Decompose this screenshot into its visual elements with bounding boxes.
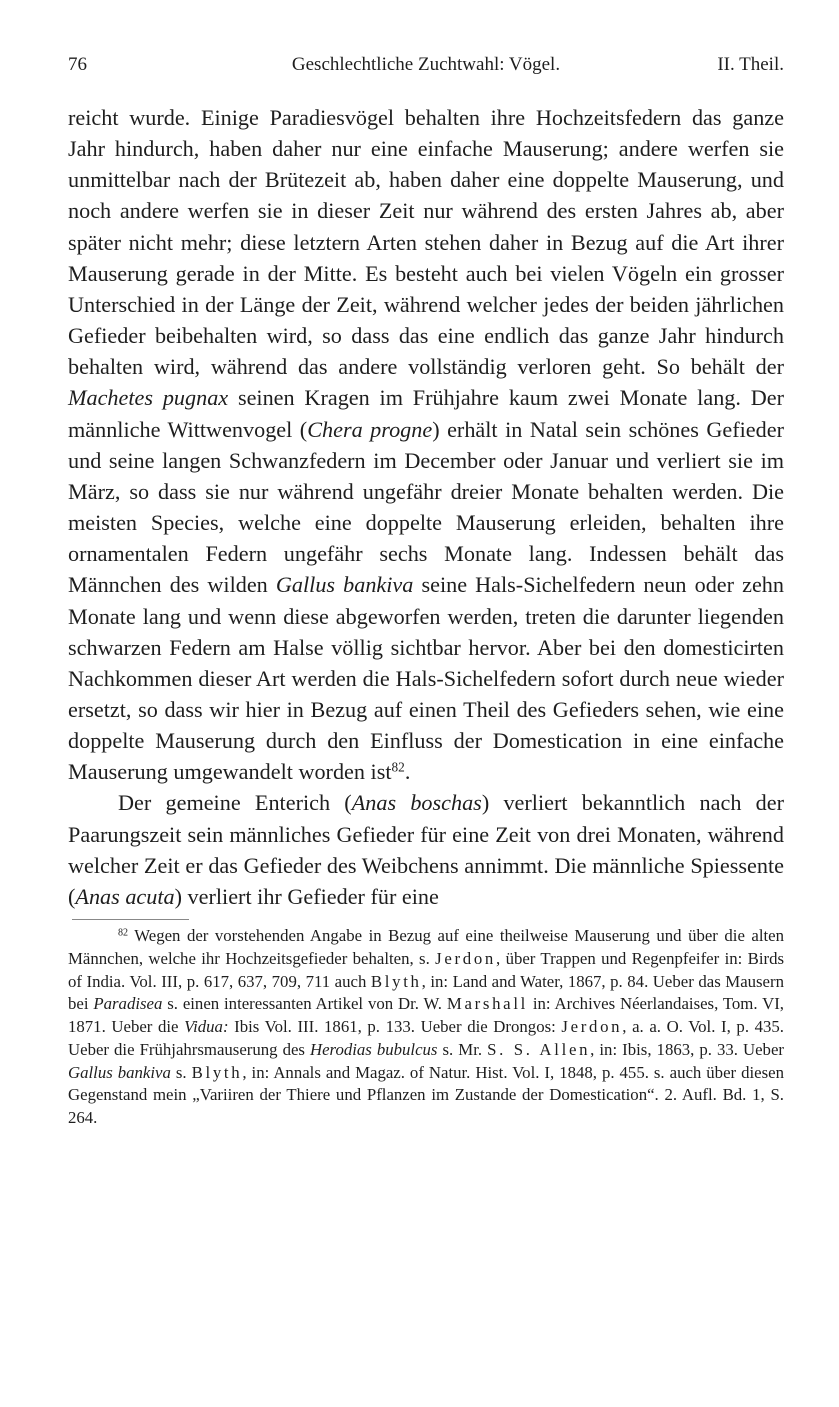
paragraph-1: reicht wurde. Einige Paradiesvögel behalten ihre Hochzeitsfedern das ganze Jahr hindurch, haben daher nur eine einfache Mauserung; andere werfen sie unmittelbar nach der Brütezeit ab, haben daher eine doppelte Mauserung, und noch andere werfen sie in dieser Zeit nur während des ersten Jahres ab, aber später nicht mehr; diese letztern Arten stehen daher in Bezug auf die Art ihrer Mauserung gerade in der Mitte. Es besteht auch bei vielen Vögeln ein grosser Unterschied in der Länge der Zeit, während welcher jedes der beiden jährlichen Gefieder beibehalten wird, so dass das eine endlich das ganze Jahr hindurch behalten wird, während das andere vollständig verloren geht. So behält der Machetes pugnax seinen Kragen im Frühjahre kaum zwei Monate lang. Der männliche Wittwenvogel (Chera progne) erhält in Natal sein schönes Gefieder und seine langen Schwanzfedern im December oder Januar und verliert sie im März, so dass sie nur während ungefähr dreier Monate behalten werden. Die meisten Species, welche eine doppelte Mauserung erleiden, behalten ihre ornamentalen Federn ungefähr sechs Monate lang. Indessen behält das Männchen des wilden Gallus bankiva seine Hals-Sichelfedern neun oder zehn Monate lang und wenn diese abgeworfen werden, treten die darunter liegenden schwarzen Federn am Halse völlig sichtbar hervor. Aber bei den domesticirten Nachkommen dieser Art werden die Hals-Sichelfedern sofort durch neue wieder ersetzt, so dass wir hier in Bezug auf einen Theil des Gefieders sehen, wie eine doppelte Mauserung durch den Einfluss der Domestication in eine einfache Mauserung umgewandelt worden ist$^{82}$. — [68, 105, 784, 785]
author-name: Marshall — [446, 994, 529, 1014]
paragraph-2: Der gemeine Enterich (Anas boschas) verliert bekanntlich nach der Paarungszeit sein männliches Gefieder für eine Zeit von drei Monaten, während welcher Zeit er das Gefieder des Weibchens annimmt. Die männliche Spiessente (Anas acuta) verliert ihr Gefieder für eine — [68, 790, 784, 909]
species-name: Chera progne — [307, 416, 433, 442]
footnote: $^{82}$ Wegen der vorstehenden Angabe in Bezug auf eine theilweise Mauserung und über die alten Männchen, welche ihr Hochzeitsgefieder behalten, s. Jerdon, über Trappen und Regenpfeifer in: Birds of India. Vol. III, p. 617, 637, 709, 711 auch Blyth, in: Land and Water, 1867, p. 84. Ueber das Mausern bei Paradisea s. einen interessanten Artikel von Dr. W. Marshall in: Archives Néerlandaises, Tom. VI, 1871. Ueber die Vidua: Ibis Vol. III. 1861, p. 133. Ueber die Drongos: Jerdon, a. a. O. Vol. I, p. 435. Ueber die Frühjahrsmauserung des Herodias bubulcus s. Mr. S. S. Allen, in: Ibis, 1863, p. 33. Ueber Gallus bankiva s. Blyth, in: Annals and Magaz. of Natur. Hist. Vol. I, 1848, p. 455. s. auch über diesen Gegenstand mein „Variiren der Thiere und Pflanzen im Zustande der Domestication“. 2. Aufl. Bd. 1, S. 264. — [68, 926, 784, 1128]
running-header — [68, 48, 784, 82]
species-name: Anas acuta — [75, 883, 175, 909]
footnote-mark: 82 — [118, 927, 129, 939]
species-name: Anas boschas — [351, 790, 482, 816]
footnote-divider — [72, 919, 189, 920]
species-name: Machetes pugnax — [68, 385, 229, 411]
author-name: S. S. Allen — [487, 1039, 591, 1059]
page-number: 76 — [68, 54, 87, 75]
footnote-reference: 82 — [391, 759, 405, 775]
main-text — [68, 102, 784, 912]
running-title: Geschlechtliche Zuchtwahl: Vögel. — [291, 54, 561, 75]
author-name: Blyth — [370, 971, 422, 991]
author-name: Jerdon — [435, 948, 497, 968]
author-name: Jerdon — [561, 1017, 623, 1037]
author-name: Blyth — [191, 1062, 243, 1082]
part-label: II. Theil. — [717, 54, 784, 75]
species-name: Gallus bankiva — [275, 572, 414, 598]
book-page — [68, 48, 784, 1130]
